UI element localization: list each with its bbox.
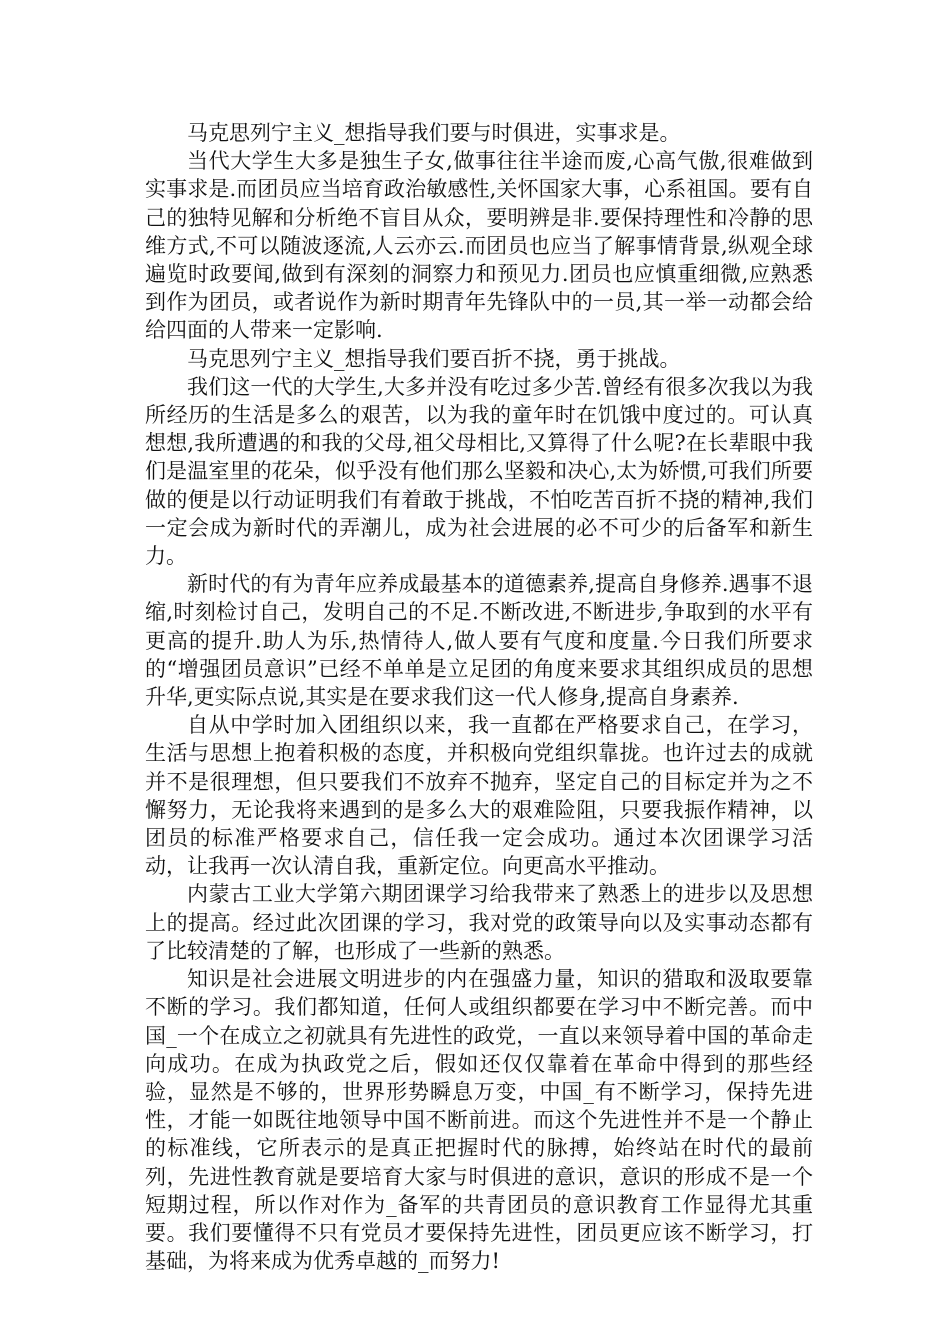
paragraph-2: 当代大学生大多是独生子女,做事往往半途而废,心高气傲,很难做到实事求是.而团员应当培育政治敏感性,关怀国家大事，心系祖国。要有自己的独特见解和分析绝不盲目从众，要明辨是非.要保持理性和冷静的思维方式,不可以随波逐流,人云亦云.而团员也应当了解事情背景,纵观全球遍览时政要闻,做到有深刻的洞察力和预见力.团员也应慎重细微,应熟悉到作为团员，或者说作为新时期青年先锋队中的一员,其一举一动都会给给四面的人带来一定影响. <box>145 149 813 343</box>
paragraph-3: 马克思列宁主义_想指导我们要百折不挠，勇于挑战。 <box>187 346 681 371</box>
paragraph-1: 马克思列宁主义_想指导我们要与时俱进，实事求是。 <box>187 121 681 145</box>
document-body <box>145 119 813 1275</box>
paragraph-7: 内蒙古工业大学第六期团课学习给我带来了熟悉上的进步以及思想上的提高。经过此次团课的学习，我对党的政策导向以及实事动态都有了比较清楚的了解，也形成了一些新的熟悉。 <box>145 882 813 963</box>
paragraph-4: 我们这一代的大学生,大多并没有吃过多少苦.曾经有很多次我以为我所经历的生活是多么的艰苦，以为我的童年时在饥饿中度过的。可认真想想,我所遭遇的和我的父母,祖父母相比,又算得了什么呢?在长辈眼中我们是温室里的花朵，似乎没有他们那么坚毅和决心,太为娇惯,可我们所要做的便是以行动证明我们有着敢于挑战，不怕吃苦百折不挠的精神,我们一定会成为新时代的弄潮儿，成为社会进展的必不可少的后备军和新生力。 <box>145 374 813 569</box>
paragraph-5: 新时代的有为青年应养成最基本的道德素养,提高自身修养.遇事不退缩,时刻检讨自己，发明自己的不足.不断改进,不断进步,争取到的水平有更高的提升.助人为乐,热情待人,做人要有气度和度量.今日我们所要求的“增强团员意识”已经不单单是立足团的角度来要求其组织成员的思想升华,更实际点说,其实是在要求我们这一代人修身,提高自身素养. <box>145 572 813 710</box>
paragraph-8: 知识是社会进展文明进步的内在强盛力量，知识的猎取和汲取要靠不断的学习。我们都知道，任何人或组织都要在学习中不断完善。而中国_一个在成立之初就具有先进性的政党，一直以来领导着中国的革命走向成功。在成为执政党之后，假如还仅仅靠着在革命中得到的那些经验，显然是不够的，世界形势瞬息万变，中国_有不断学习，保持先进性，才能一如既往地领导中国不断前进。而这个先进性并不是一个静止的标准线，它所表示的是真正把握时代的脉搏，始终站在时代的最前列，先进性教育就是要培育大家与时俱进的意识，意识的形成不是一个短期过程，所以作对作为_备军的共青团员的意识教育工作显得尤其重要。我们要懂得不只有党员才要保持先进性，团员更应该不断学习，打基础，为将来成为优秀卓越的_而努力! <box>145 967 813 1274</box>
paragraph-6: 自从中学时加入团组织以来，我一直都在严格要求自己，在学习，生活与思想上抱着积极的态度，并积极向党组织靠拢。也许过去的成就并不是很理想，但只要我们不放弃不抛弃，坚定自己的目标定并为之不懈努力，无论我将来遇到的是多么大的艰难险阻，只要我振作精神，以团员的标准严格要求自己，信任我一定会成功。通过本次团课学习活动，让我再一次认清自我，重新定位。向更高水平推动。 <box>145 713 813 879</box>
